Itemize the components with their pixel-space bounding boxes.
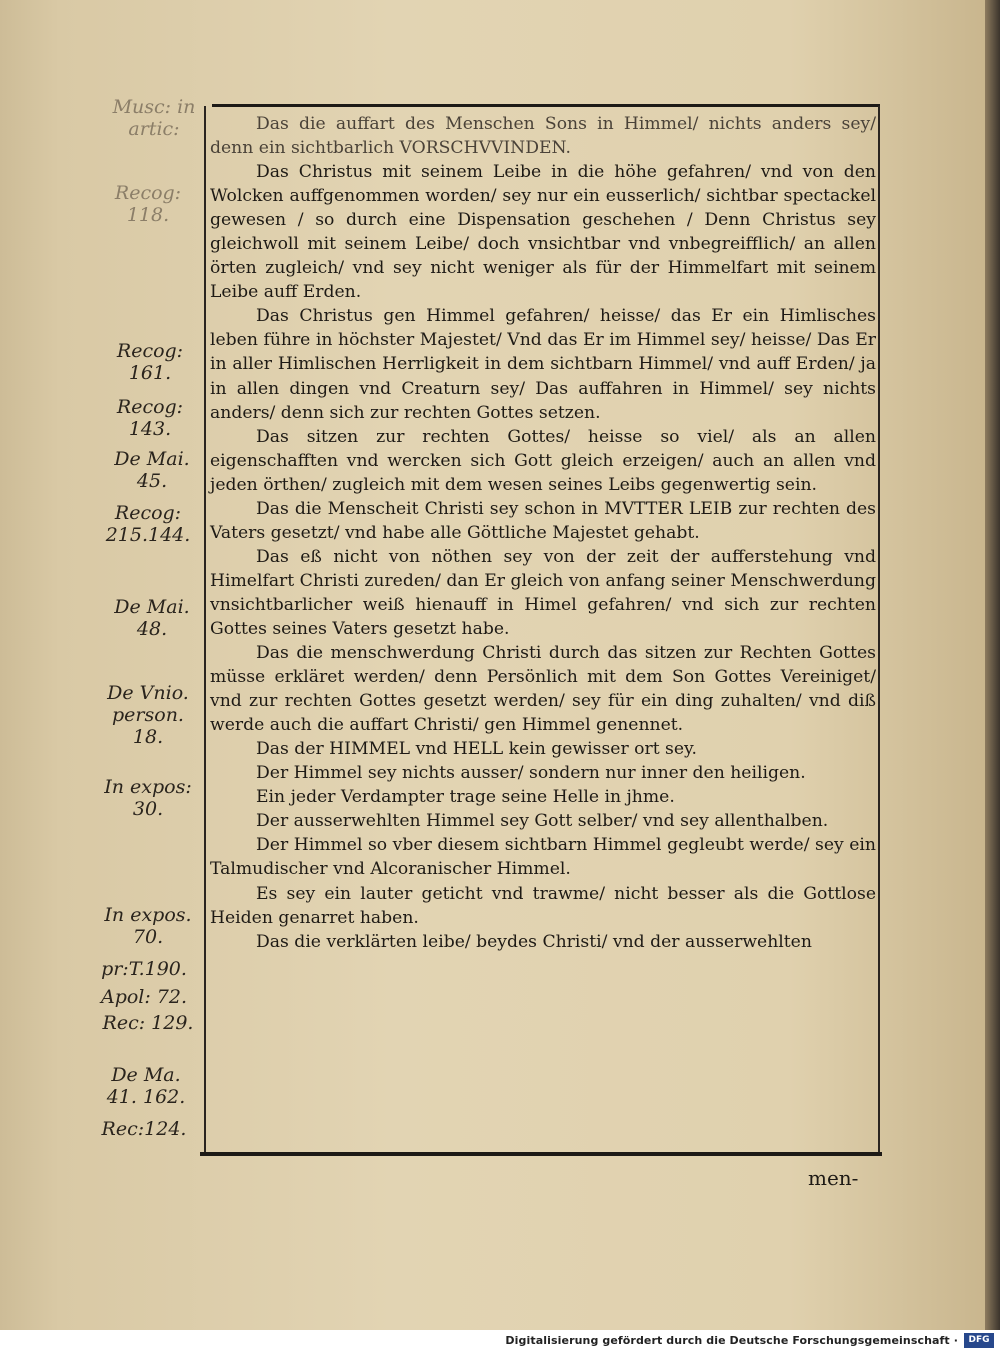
margin-note: pr:T.190. <box>101 958 187 980</box>
paragraph: Das Christus mit seinem Leibe in die höhe gefahren/ vnd von den Wolcken auffgenommen worden/ sey nur ein eusserlich/ sichtbar spectackel gewesen / so durch eine Dispensation geschehen / Denn Christus sey gleichwoll mit seinem Leibe/ doch vnsichtbar vnd vnbegreifflich/ an allen örten zugleich/ vnd sey nicht weniger als für der Himmelfart mit seinem Leibe auff Erden. <box>210 162 876 303</box>
paragraph: Das Christus gen Himmel gefahren/ heisse/ das Er ein Himlisches leben führe in höchster Majestet/ Vnd das Er im Himmel sey/ heisse/ Das Er in aller Himlischen Herrligkeit in dem sichtbarn Himmel/ vnd auff Erden/ ja in allen dingen vnd Creaturn sey/ Das auffahren in Himmel/ sey nichts anders/ denn sich zur rechten Gottes setzen. <box>210 306 876 423</box>
margin-note: De Mai. 45. <box>114 448 190 492</box>
paragraph: Das sitzen zur rechten Gottes/ heisse so viel/ als an allen eigenschafften vnd wercken sich Gott gleich erzeigen/ auch an allen vnd jeden örthen/ zugleich mit dem wesen seines Leibs gegenwertig sein. <box>210 426 876 495</box>
paragraph: Der Himmel sey nichts ausser/ sondern nur inner den heiligen. <box>256 763 806 784</box>
paragraph: Das die verklärten leibe/ beydes Christi/ vnd der ausserwehlten <box>256 931 812 952</box>
margin-note: Recog: 215.144. <box>105 502 191 546</box>
paragraph: Der Himmel so vber diesem sichtbarn Himmel gegleubt werde/ sey ein Talmudischer vnd Alcoranischer Himmel. <box>210 835 876 880</box>
paragraph: Das der HIMMEL vnd HELL kein gewisser ort sey. <box>256 739 697 760</box>
margin-note: Apol: 72. <box>100 986 188 1008</box>
footer-credit: Digitalisierung gefördert durch die Deutsche Forschungsgemeinschaft · <box>505 1334 958 1347</box>
margin-note: De Ma. 41. 162. <box>106 1064 186 1108</box>
dfg-logo: DFG <box>964 1333 994 1348</box>
margin-note: De Vnio. person. 18. <box>107 682 189 748</box>
right-rule <box>878 106 880 1154</box>
margin-note: Recog: 161. <box>116 340 184 384</box>
margin-note: In expos: 30. <box>104 776 192 820</box>
paragraph: Der ausserwehlten Himmel sey Gott selber/ vnd sey allenthalben. <box>256 811 829 832</box>
top-rule <box>212 104 880 107</box>
main-text-column <box>210 112 876 954</box>
paragraph: Das die auffart des Menschen Sons in Himmel/ nichts anders sey/ denn ein sichtbarlich VORSCHVVINDEN. <box>210 114 876 159</box>
margin-note: Recog: 118. <box>114 182 182 226</box>
paragraph: Das die Menscheit Christi sey schon in MVTTER LEIB zur rechten des Vaters gesetzt/ vnd habe alle Göttliche Majestet gehabt. <box>210 498 876 543</box>
margin-note: Rec: 129. <box>102 1012 194 1034</box>
margin-note: De Mai. 48. <box>114 596 190 640</box>
margin-note: In expos. 70. <box>104 904 192 948</box>
digitization-footer <box>0 1330 1000 1352</box>
book-edge-shadow <box>985 0 1000 1330</box>
left-rule <box>204 106 206 1154</box>
paragraph: Ein jeder Verdampter trage seine Helle in jhme. <box>256 787 675 808</box>
paragraph: Das die menschwerdung Christi durch das sitzen zur Rechten Gottes müsse erkläret werden/ denn Persönlich mit dem Son Gottes Vereiniget/ vnd zur rechten Gottes gesetzt werden/ sey für ein ding zuhalten/ vnd diß werde auch die auffart Christi/ gen Himmel genennet. <box>210 643 876 736</box>
margin-note: Rec:124. <box>101 1118 187 1140</box>
paragraph: Das eß nicht von nöthen sey von der zeit der aufferstehung vnd Himelfart Christi zureden/ dan Er gleich von anfang seiner Menschwerdung vnsichtbarlicher weiß hienauff in Himel gefahren/ vnd sich zur rechten Gottes seines Vaters gesetzt habe. <box>210 546 876 639</box>
catchword: men- <box>808 1166 859 1190</box>
paragraph: Es sey ein lauter geticht vnd trawme/ nicht besser als die Gottlose Heiden genarret haben. <box>210 883 876 928</box>
margin-note: Musc: in artic: <box>112 96 196 140</box>
bottom-rule <box>200 1152 882 1156</box>
margin-note: Recog: 143. <box>116 396 184 440</box>
